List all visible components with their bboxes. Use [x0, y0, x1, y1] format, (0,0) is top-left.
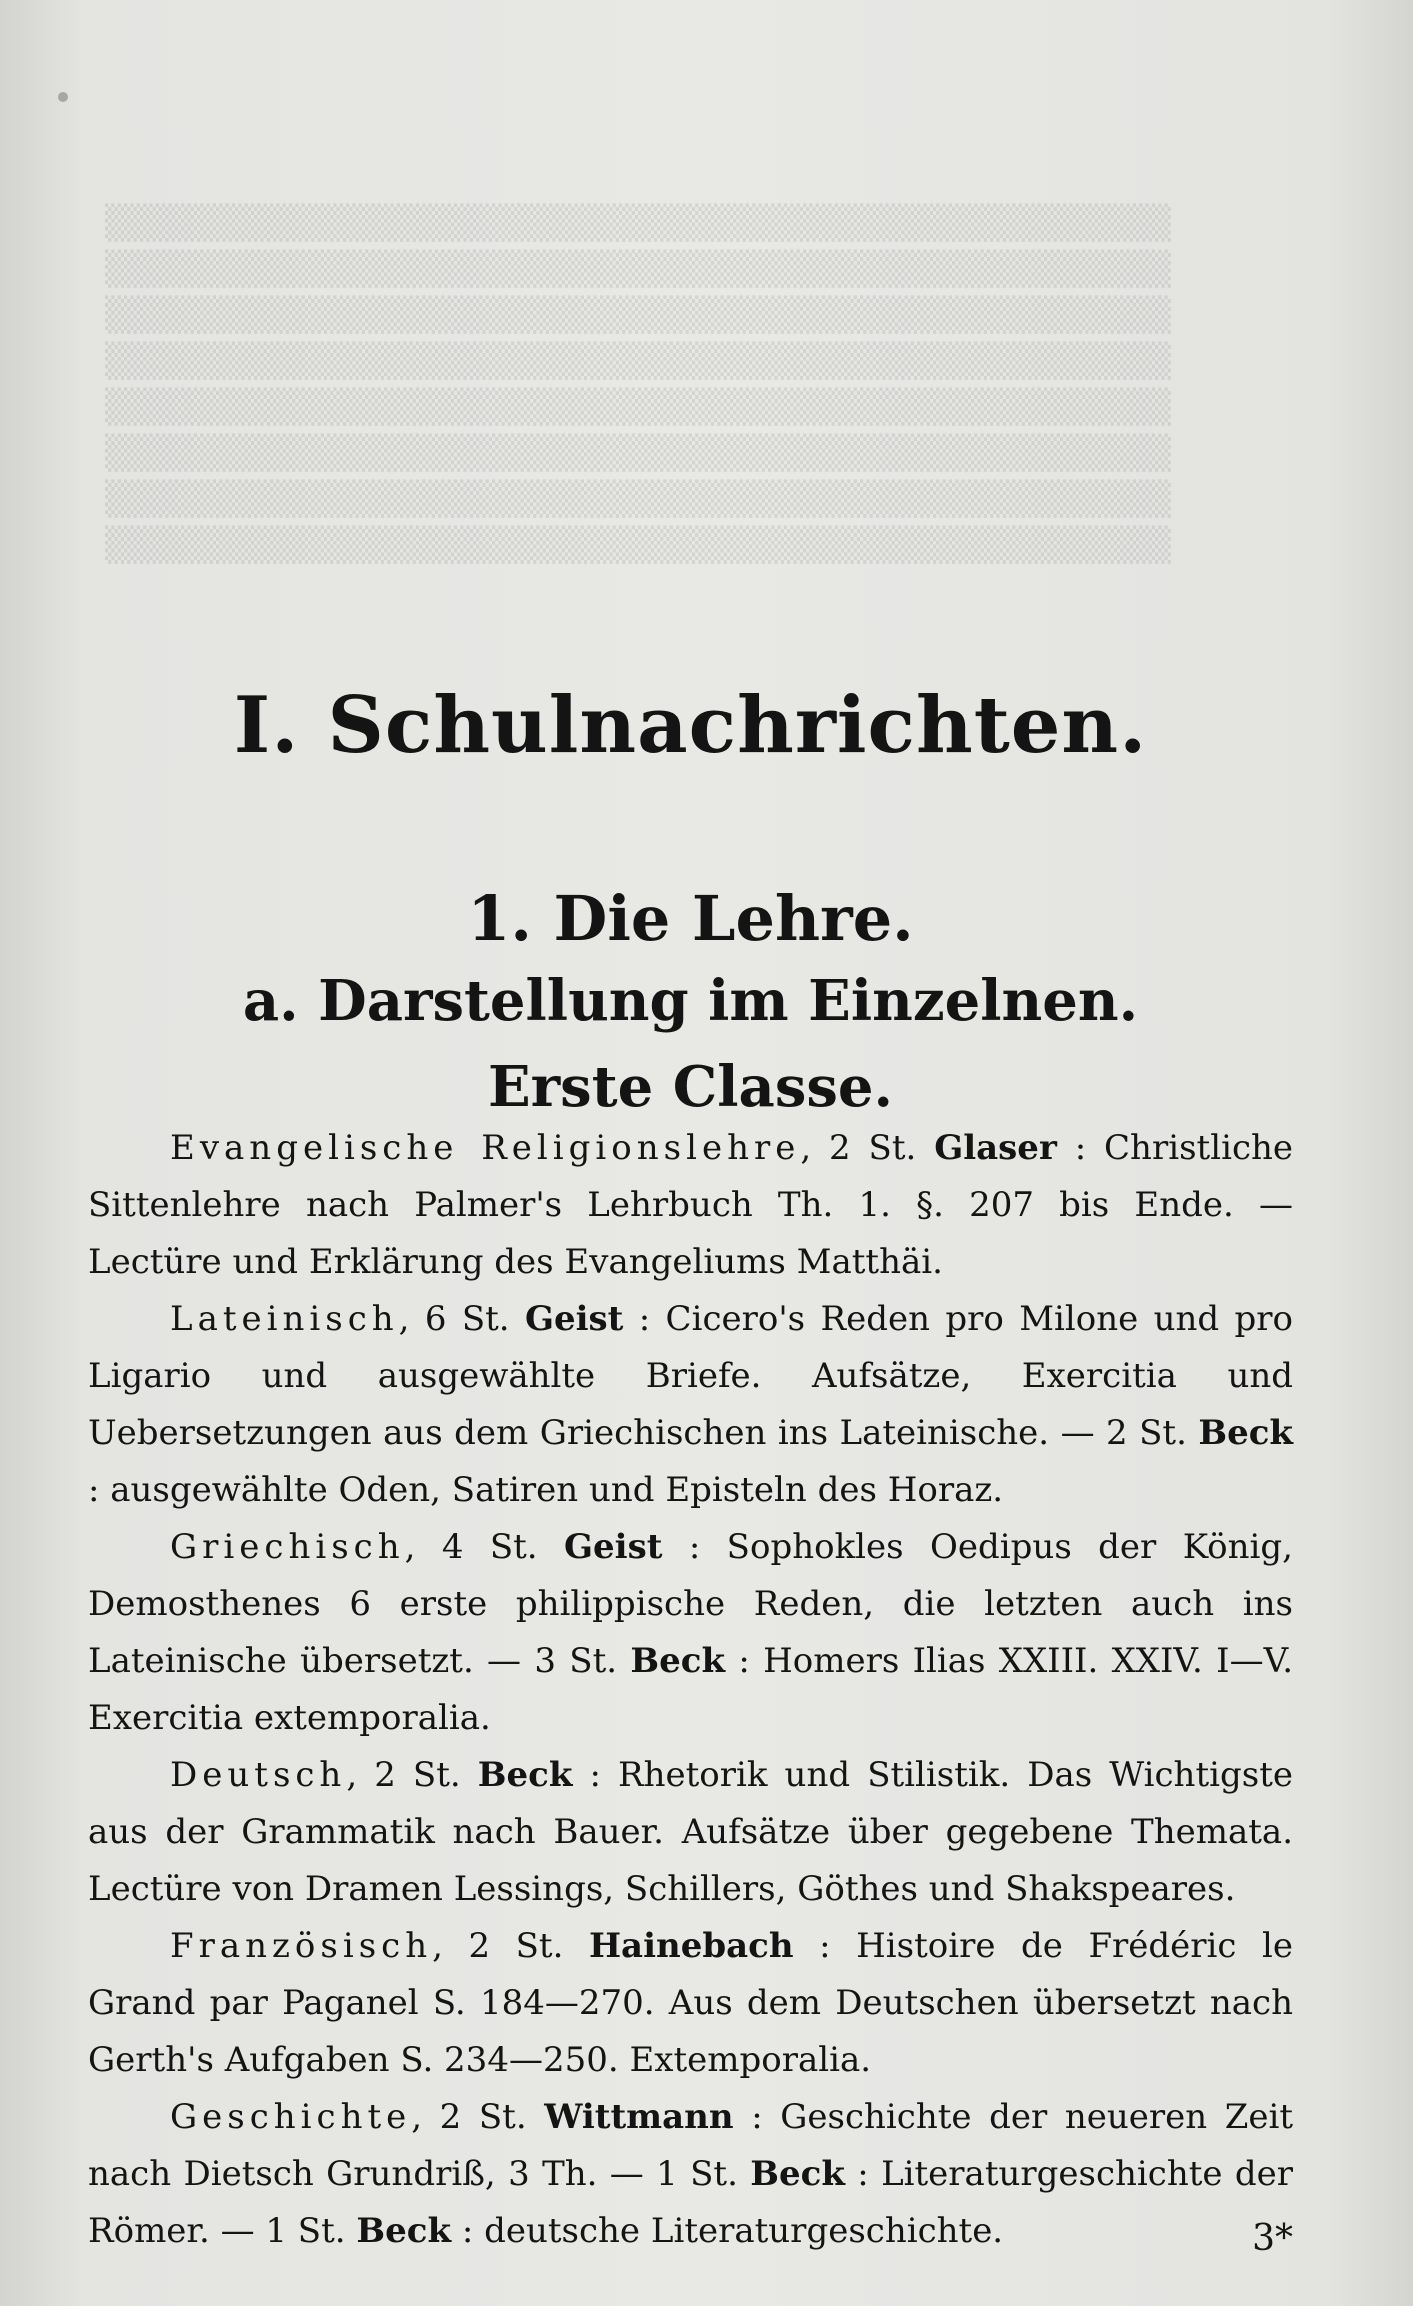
paragraph-latin — [88, 1291, 1293, 1519]
hours: , 6 St. — [398, 1299, 525, 1339]
hours: , 4 St. — [404, 1527, 564, 1567]
paragraph-text: : Geschichte der neueren Zeit nach Dietsch Grundriß, 3 Th. — 1 St. — [88, 2097, 1293, 2194]
signature-mark: 3* — [1252, 2218, 1293, 2259]
bleed-through-texture: ▒▒▒▒▒▒▒▒▒▒▒▒▒▒▒▒▒▒▒▒▒▒▒▒▒▒▒▒▒▒▒▒▒▒▒▒▒▒▒▒▒▒ ▒▒▒▒▒▒▒▒▒▒▒▒▒▒▒▒▒▒▒▒▒▒▒▒▒▒▒▒▒▒▒▒▒▒▒▒▒▒▒▒▒▒ ▒▒▒▒▒▒▒▒▒▒▒▒▒▒▒▒▒▒▒▒▒▒▒▒▒▒▒▒▒▒▒▒▒▒▒▒▒▒▒▒▒▒ ▒▒▒▒▒▒▒▒▒▒▒▒▒▒▒▒▒▒▒▒▒▒▒▒▒▒▒▒▒▒▒▒▒▒▒▒▒▒▒▒▒▒ ▒▒▒▒▒▒▒▒▒▒▒▒▒▒▒▒▒▒▒▒▒▒▒▒▒▒▒▒▒▒▒▒▒▒▒▒▒▒▒▒▒▒ ▒▒▒▒▒▒▒▒▒▒▒▒▒▒▒▒▒▒▒▒▒▒▒▒▒▒▒▒▒▒▒▒▒▒▒▒▒▒▒▒▒▒ ▒▒▒▒▒▒▒▒▒▒▒▒▒▒▒▒▒▒▒▒▒▒▒▒▒▒▒▒▒▒▒▒▒▒▒▒▒▒▒▒▒▒ ▒▒▒▒▒▒▒▒▒▒▒▒▒▒▒▒▒▒▒▒▒▒▒▒▒▒▒▒▒▒▒▒▒▒▒▒▒▒▒▒▒▒ — [105, 203, 1171, 564]
teacher-name: Beck — [750, 2154, 845, 2194]
teacher-name: Hainebach — [588, 1926, 794, 1966]
teacher-name: Glaser — [934, 1128, 1057, 1168]
teacher-name: Beck — [477, 1755, 573, 1795]
paragraph-religion — [88, 1120, 1293, 1291]
paragraph-text: : deutsche Literaturgeschichte. — [451, 2211, 1004, 2251]
paragraph-text: : Christliche Sittenlehre nach Palmer's Lehrbuch Th. 1. §. 207 bis Ende. — Lectüre und Erklärung des Evangeliums Matthäi. — [88, 1128, 1293, 1282]
subject-name: Französisch — [170, 1926, 433, 1966]
class-heading: Erste Classe. — [487, 1054, 893, 1120]
teacher-name: Geist — [564, 1527, 663, 1567]
hours: , 2 St. — [411, 2097, 545, 2137]
paragraph-french — [88, 1918, 1293, 2089]
subject-name: Lateinisch — [170, 1299, 399, 1339]
subsection-heading: a. Darstellung im Einzelnen. — [242, 968, 1139, 1034]
section-heading: 1. Die Lehre. — [467, 882, 914, 955]
body-text — [88, 1120, 1293, 2260]
paragraph-text: : Literaturgeschichte der Römer. — 1 St. — [88, 2154, 1293, 2251]
page-title: I. Schulnachrichten. — [233, 680, 1148, 771]
page-speck — [58, 92, 68, 102]
subject-name: Geschichte — [170, 2097, 412, 2137]
hours: , 2 St. — [432, 1926, 589, 1966]
subject-name: Griechisch — [170, 1527, 405, 1567]
paragraph-text: : Cicero's Reden pro Milone und pro Ligario und ausgewählte Briefe. Aufsätze, Exercitia und Uebersetzungen aus dem Griechischen ins Lateinische. — 2 St. — [88, 1299, 1294, 1453]
paragraph-text: : Homers Ilias XXIII. XXIV. I—V. Exercitia extemporalia. — [88, 1641, 1294, 1738]
hours: , 2 St. — [346, 1755, 478, 1795]
paragraph-text: : ausgewählte Oden, Satiren und Episteln des Horaz. — [88, 1470, 1004, 1510]
paragraph-german — [88, 1747, 1293, 1918]
subject-name: Deutsch — [170, 1755, 347, 1795]
paragraph-text: : Histoire de Frédéric le Grand par Paganel S. 184—270. Aus dem Deutschen übersetzt nach Gerth's Aufgaben S. 234—250. Extemporalia. — [88, 1926, 1294, 2080]
paragraph-greek — [88, 1519, 1293, 1747]
teacher-name: Beck — [1198, 1413, 1293, 1453]
hours: , 2 St. — [800, 1128, 935, 1168]
teacher-name: Geist — [524, 1299, 624, 1339]
teacher-name: Beck — [630, 1641, 726, 1681]
teacher-name: Beck — [356, 2211, 452, 2251]
paragraph-text: : Rhetorik und Stilistik. Das Wichtigste aus der Grammatik nach Bauer. Aufsätze über gegebene Themata. Lectüre von Dramen Lessings, Schillers, Göthes und Shakspeares. — [88, 1755, 1293, 1909]
subject-name: Evangelische Religionslehre — [170, 1128, 801, 1168]
paragraph-text: : Sophokles Oedipus der König, Demosthenes 6 erste philippische Reden, die letzten auch ins Lateinische übersetzt. — 3 St. — [88, 1527, 1293, 1681]
teacher-name: Wittmann — [544, 2097, 734, 2137]
paragraph-history — [88, 2089, 1293, 2260]
